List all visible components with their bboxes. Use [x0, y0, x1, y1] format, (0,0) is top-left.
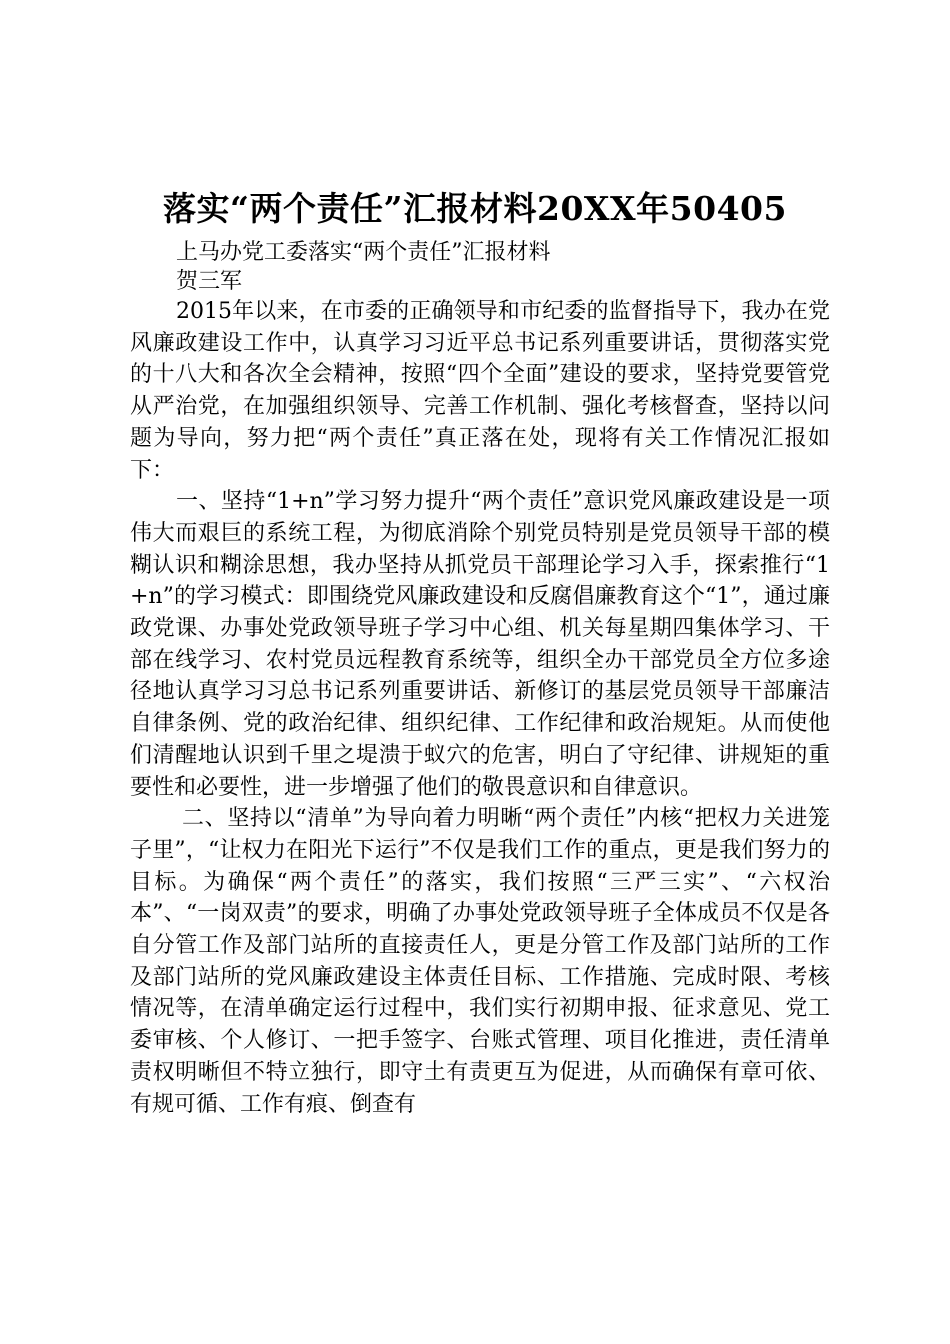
document-title: 落实“两个责任”汇报材料20XX年50405: [163, 189, 787, 228]
paragraph-intro: 2015年以来，在市委的正确领导和市纪委的监督指导下，我办在党风廉政建设工作中，认真学习习近平总书记系列重要讲话，贯彻落实党的十八大和各次全会精神，按照“四个全面”建设的要求，坚持党要管党从严治党，在加强组织领导、完善工作机制、强化考核督查，坚持以问题为导向，努力把“两个责任”真正落在处，现将有关工作情况汇报如下：: [130, 299, 830, 483]
paragraph-section-two: 二、坚持以“清单”为导向着力明晰“两个责任”内核“把权力关进笼子里”，“让权力在阳光下运行”不仅是我们工作的重点，更是我们努力的目标。为确保“两个责任”的落实，我们按照“三严三实”、“六权治本”、“一岗双责”的要求，明确了办事处党政领导班子全体成员不仅是各自分管工作及部门站所的直接责任人，更是分管工作及部门站所的工作及部门站所的党风廉政建设主体责任目标、工作措施、完成时限、考核情况等，在清单确定运行过程中，我们实行初期申报、征求意见、党工委审核、个人修订、一把手签字、台账式管理、项目化推进，责任清单责权明晰但不特立独行，即守土有责更互为促进，从而确保有章可依、有规可循、工作有痕、倒查有: [130, 806, 830, 1117]
paragraph-section-one: 一、坚持“1+n”学习努力提升“两个责任”意识党风廉政建设是一项伟大而艰巨的系统工程，为彻底消除个别党员特别是党员领导干部的模糊认识和糊涂思想，我办坚持从抓党员干部理论学习入手，探索推行“1+n”的学习模式：即围绕党风廉政建设和反腐倡廉教育这个“1”，通过廉政党课、办事处党政领导班子学习中心组、机关每星期四集体学习、干部在线学习、农村党员远程教育系统等，组织全办干部党员全方位多途径地认真学习习总书记系列重要讲话、新修订的基层党员领导干部廉洁自律条例、党的政治纪律、组织纪律、工作纪律和政治规矩。从而使他们清醒地认识到千里之堤溃于蚁穴的危害，明白了守纪律、讲规矩的重要性和必要性，进一步增强了他们的敬畏意识和自律意识。: [130, 489, 830, 800]
document-subtitle: 上马办党工委落实“两个责任”汇报材料: [176, 240, 551, 265]
document-body: [130, 296, 830, 1120]
document-author: 贺三军: [176, 269, 243, 294]
